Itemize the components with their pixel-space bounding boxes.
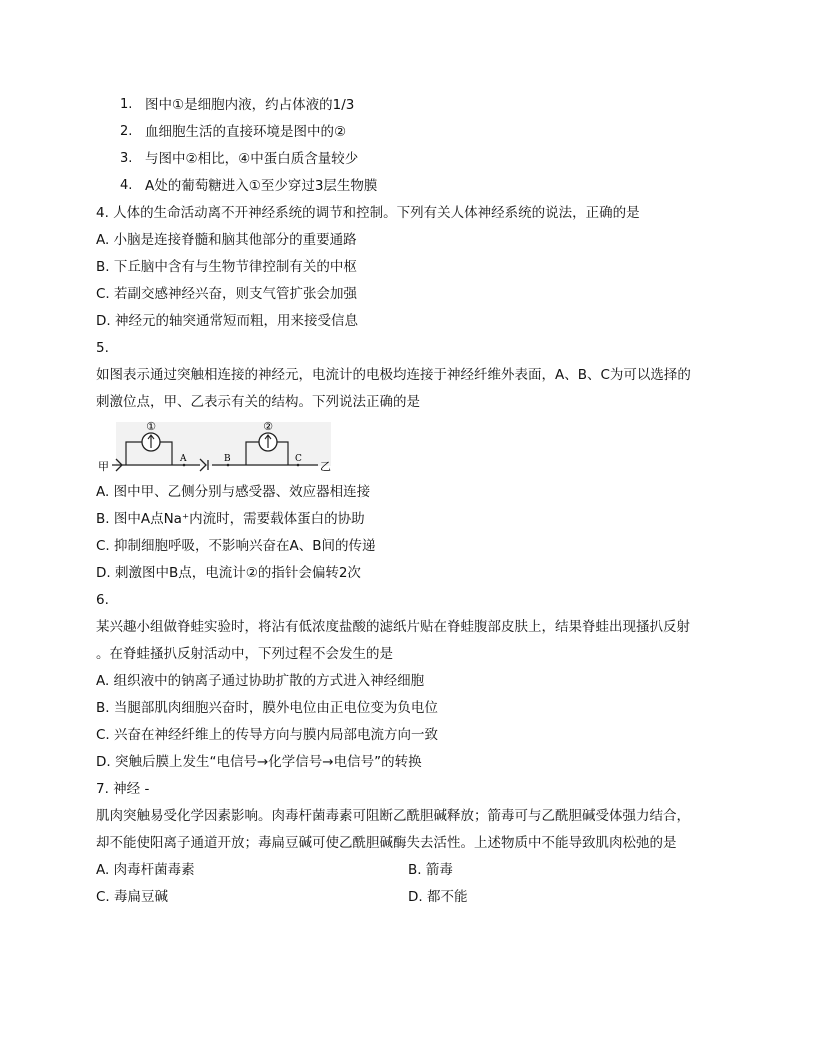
q3-option-4-number: 4.	[120, 178, 133, 193]
point-c-label: C	[295, 454, 302, 464]
q5-option-a: A. 图中甲、乙侧分别与感受器、效应器相连接	[96, 484, 371, 500]
meter-2-label: ②	[263, 420, 273, 433]
q6-stem-line-1: 某兴趣小组做脊蛙实验时，将沾有低浓度盐酸的滤纸片贴在脊蛙腹部皮肤上，结果脊蛙出现搔扒反射	[96, 619, 690, 635]
point-a-label: A	[180, 454, 187, 464]
q4-option-d: D. 神经元的轴突通常短而粗，用来接受信息	[96, 313, 358, 329]
neuron-synapse-diagram	[96, 420, 336, 476]
q5-number: 5.	[96, 340, 109, 356]
q5-option-b: B. 图中A点Na⁺内流时，需要载体蛋白的协助	[96, 511, 365, 527]
q6-number: 6.	[96, 592, 109, 608]
q7-stem-line-3: 却不能使阳离子通道开放；毒扁豆碱可使乙酰胆碱酶失去活性。上述物质中不能导致肌肉松弛的是	[96, 835, 677, 851]
q3-option-3-text: 与图中②相比，④中蛋白质含量较少	[145, 151, 359, 167]
q7-option-a: A. 肉毒杆菌毒素	[96, 862, 195, 878]
q5-option-c: C. 抑制细胞呼吸，不影响兴奋在A、B间的传递	[96, 538, 376, 554]
q6-option-a: A. 组织液中的钠离子通过协助扩散的方式进入神经细胞	[96, 673, 425, 689]
q3-option-1-number: 1.	[120, 97, 133, 112]
q3-option-1-text: 图中①是细胞内液，约占体液的1/3	[145, 97, 355, 113]
q4-stem: 4. 人体的生命活动离不开神经系统的调节和控制。下列有关人体神经系统的说法，正确的是	[96, 205, 640, 221]
q3-option-2-number: 2.	[120, 124, 133, 139]
q4-option-c: C. 若副交感神经兴奋，则支气管扩张会加强	[96, 286, 358, 302]
point-c-dot	[297, 464, 300, 467]
q7-stem-line-1: 7. 神经 -	[96, 781, 150, 797]
q7-option-c: C. 毒扁豆碱	[96, 889, 169, 905]
q4-option-b: B. 下丘脑中含有与生物节律控制有关的中枢	[96, 259, 357, 275]
q3-option-2-text: 血细胞生活的直接环境是图中的②	[145, 124, 347, 140]
q7-option-d: D. 都不能	[408, 889, 468, 905]
q3-option-4-text: A处的葡萄糖进入①至少穿过3层生物膜	[145, 178, 378, 194]
q7-stem-line-2: 肌肉突触易受化学因素影响。肉毒杆菌毒素可阻断乙酰胆碱释放；箭毒可与乙酰胆碱受体强力结合，	[96, 808, 690, 824]
q5-stem-line-1: 如图表示通过突触相连接的神经元，电流计的电极均连接于神经纤维外表面，A、B、C为可以选择的	[96, 367, 691, 383]
meter-1-label: ①	[146, 420, 156, 433]
q5-stem-line-2: 刺激位点，甲、乙表示有关的结构。下列说法正确的是	[96, 394, 420, 410]
q4-option-a: A. 小脑是连接脊髓和脑其他部分的重要通路	[96, 232, 357, 248]
q6-option-c: C. 兴奋在神经纤维上的传导方向与膜内局部电流方向一致	[96, 727, 439, 743]
q6-option-b: B. 当腿部肌肉细胞兴奋时，膜外电位由正电位变为负电位	[96, 700, 438, 716]
q7-option-b: B. 箭毒	[408, 862, 453, 878]
point-a-dot	[183, 464, 186, 467]
q6-option-d: D. 突触后膜上发生“电信号→化学信号→电信号”的转换	[96, 754, 422, 770]
q6-stem-line-2: 。在脊蛙搔扒反射活动中，下列过程不会发生的是	[96, 646, 393, 662]
label-right-end: 乙	[320, 460, 331, 473]
label-left-end: 甲	[98, 460, 109, 473]
q5-option-d: D. 刺激图中B点，电流计②的指针会偏转2次	[96, 565, 361, 581]
q3-option-3-number: 3.	[120, 151, 133, 166]
point-b-label: B	[224, 454, 231, 464]
point-b-dot	[227, 464, 230, 467]
